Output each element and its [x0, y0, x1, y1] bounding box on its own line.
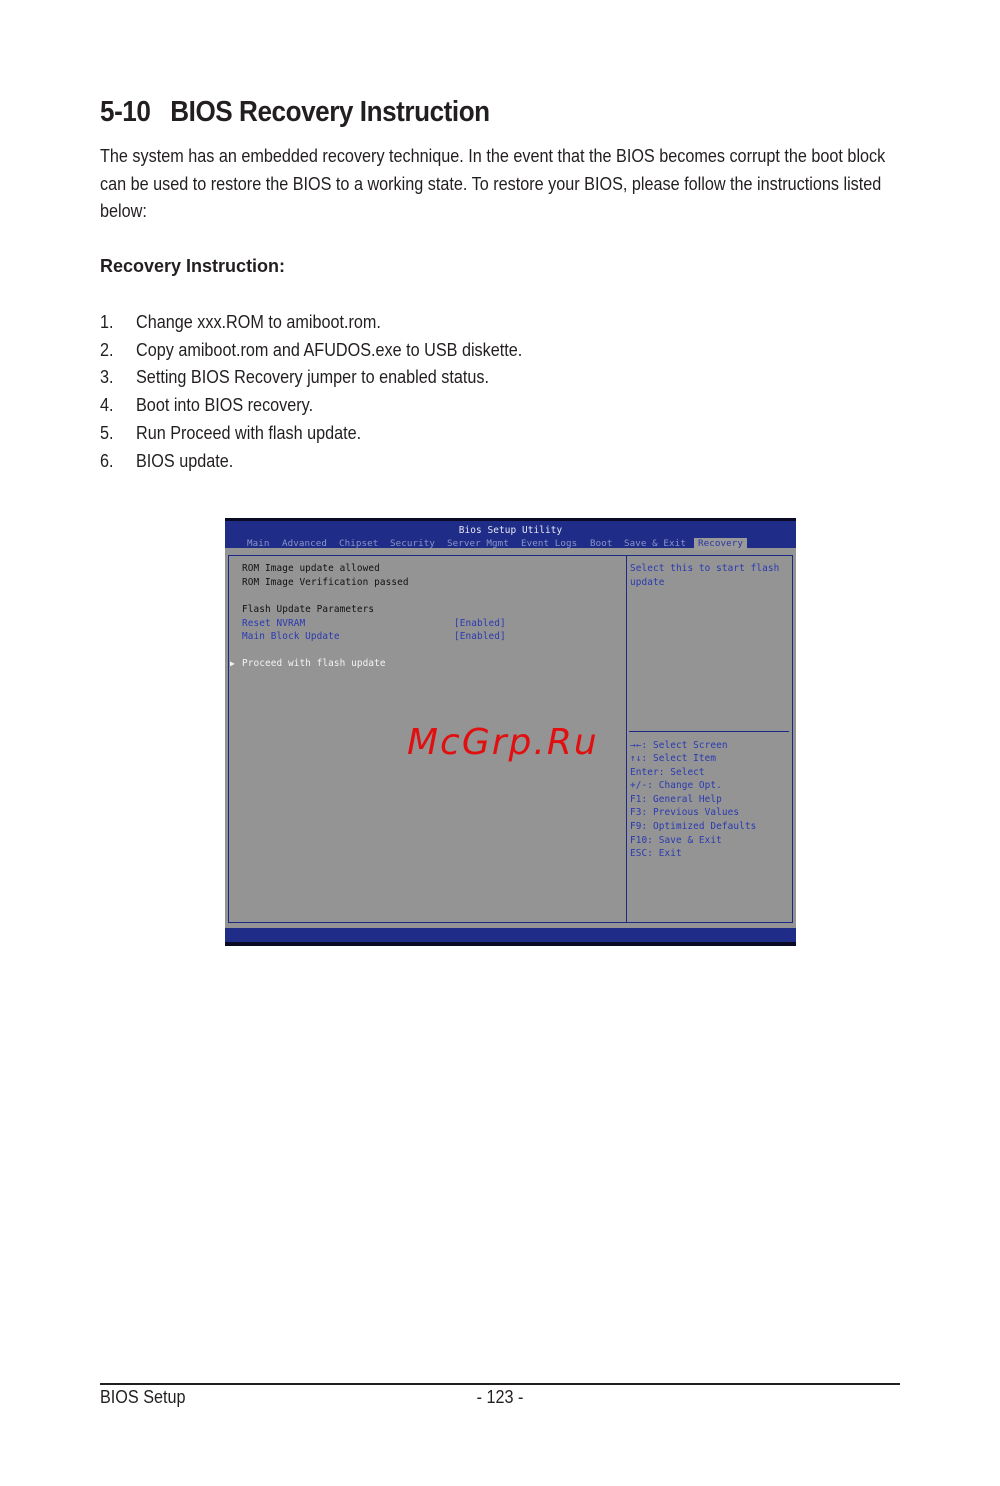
list-item: [100, 448, 522, 476]
footer-divider: [100, 1383, 900, 1385]
list-item: [100, 337, 522, 365]
main-block-label[interactable]: Main Block Update: [242, 631, 340, 642]
tab-recovery[interactable]: Recovery: [694, 538, 747, 550]
list-item: [100, 392, 522, 420]
key-hint: F10: Save & Exit: [630, 835, 722, 846]
help-text-line: Select this to start flash: [630, 563, 780, 574]
key-hint: ESC: Exit: [630, 848, 682, 859]
step-text: Change xxx.ROM to amiboot.rom.: [136, 312, 381, 332]
step-text: Setting BIOS Recovery jumper to enabled status.: [136, 367, 489, 388]
intro-paragraph: The system has an embedded recovery technique. In the event that the BIOS becomes corrupt the boot block can be used to restore the BIOS to a working state. To restore your BIOS, please follow the instructions listed below:: [100, 146, 886, 221]
tab-main[interactable]: Main: [247, 538, 270, 549]
tab-advanced[interactable]: Advanced: [282, 538, 328, 549]
key-hint: ↑↓: Select Item: [630, 753, 717, 764]
list-item: [100, 420, 522, 448]
step-text: BIOS update.: [136, 450, 234, 471]
footer-section-name: BIOS Setup: [100, 1387, 186, 1407]
watermark: McGrp.Ru: [407, 722, 599, 763]
list-item: [100, 364, 522, 392]
recovery-heading: Recovery Instruction:: [100, 256, 286, 276]
selection-arrow-icon: ▶: [230, 659, 235, 668]
step-text: Boot into BIOS recovery.: [136, 395, 314, 416]
step-number: 4.: [100, 395, 114, 416]
key-hint: Enter: Select: [630, 767, 705, 778]
step-number: 3.: [100, 367, 114, 388]
step-text: Copy amiboot.rom and AFUDOS.exe to USB diskette.: [136, 339, 523, 360]
key-hint: +/-: Change Opt.: [630, 780, 722, 791]
step-number: 6.: [100, 450, 114, 471]
tab-save-exit[interactable]: Save & Exit: [624, 538, 686, 549]
bios-panel-divider: [626, 555, 627, 923]
key-hint: F3: Previous Values: [630, 807, 740, 818]
main-block-value[interactable]: [Enabled]: [454, 631, 506, 642]
rom-verified-text: ROM Image Verification passed: [242, 577, 409, 588]
proceed-flash-update[interactable]: Proceed with flash update: [242, 658, 386, 669]
recovery-steps: [100, 309, 522, 475]
bios-help-separator: [629, 731, 789, 732]
page-number: - 123 -: [476, 1387, 524, 1407]
bios-header: [225, 518, 796, 548]
step-number: 1.: [100, 312, 114, 332]
tab-event-logs[interactable]: Event Logs: [521, 538, 578, 549]
flash-params-heading: Flash Update Parameters: [242, 604, 375, 615]
section-title-text: BIOS Recovery Instruction: [170, 96, 490, 128]
help-text-line: update: [630, 577, 665, 588]
bios-footer-bar: [225, 928, 796, 946]
section-title: [100, 96, 490, 129]
step-text: Run Proceed with flash update.: [136, 422, 362, 443]
key-hint: F9: Optimized Defaults: [630, 821, 757, 832]
tab-security[interactable]: Security: [390, 538, 436, 549]
step-number: 2.: [100, 339, 114, 360]
tab-boot[interactable]: Boot: [590, 538, 613, 549]
bios-title: Bios Setup Utility: [458, 525, 563, 536]
tab-chipset[interactable]: Chipset: [339, 538, 379, 549]
rom-allowed-text: ROM Image update allowed: [242, 563, 380, 574]
reset-nvram-label[interactable]: Reset NVRAM: [242, 618, 306, 629]
list-item: [100, 309, 522, 337]
reset-nvram-value[interactable]: [Enabled]: [454, 618, 506, 629]
key-hint: F1: General Help: [630, 794, 722, 805]
step-number: 5.: [100, 422, 114, 443]
section-number: 5-10: [100, 96, 151, 128]
key-hint: →←: Select Screen: [630, 740, 728, 751]
tab-server-mgmt[interactable]: Server Mgmt: [447, 538, 509, 549]
